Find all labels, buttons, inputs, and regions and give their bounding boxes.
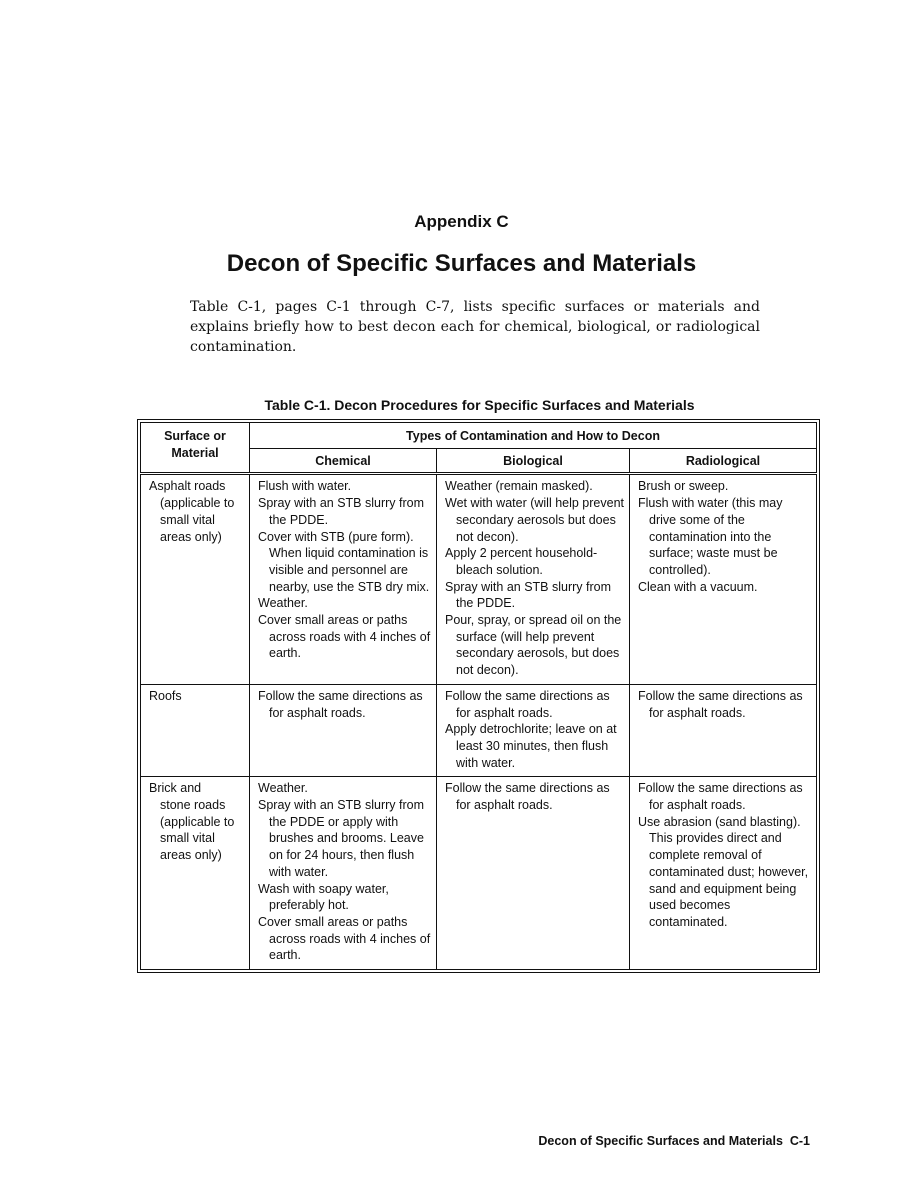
radiological-procedure: Use abrasion (sand blasting). This provides direct and complete removal of contaminated dust; however, sand and equipment being used becomes contaminated. xyxy=(638,814,809,929)
cell-radiological xyxy=(630,474,817,684)
decon-table-frame xyxy=(137,419,820,973)
biological-procedure: Spray with an STB slurry from the PDDE. xyxy=(445,579,612,611)
material-line: areas only) xyxy=(160,848,222,863)
chemical-procedure: Wash with soapy water, preferably hot. xyxy=(258,881,389,913)
material-line: Asphalt roads xyxy=(149,479,226,494)
chemical-procedure: Follow the same directions as for asphalt roads. xyxy=(258,688,423,720)
intro-paragraph: Table C-1, pages C-1 through C-7, lists specific surfaces or materials and explains briefly how to best decon each for chemical, biological, or radiological contamination. xyxy=(190,299,760,355)
decon-table xyxy=(140,422,817,970)
chemical-procedure: Weather. xyxy=(258,781,308,796)
biological-procedure: Wet with water (will help prevent secondary aerosols but does not decon). xyxy=(445,496,625,544)
material-line: small vital xyxy=(160,831,215,846)
material-line: (applicable to xyxy=(160,496,235,511)
biological-procedure: Pour, spray, or spread oil on the surface (will help prevent secondary aerosols, but does not decon). xyxy=(445,613,622,678)
radiological-procedure: Clean with a vacuum. xyxy=(638,579,758,594)
radiological-procedure: Follow the same directions as for asphalt roads. xyxy=(638,781,803,813)
table-row xyxy=(141,684,817,777)
cell-material xyxy=(141,777,250,970)
header-contamination-types: Types of Contamination and How to Decon xyxy=(250,423,817,449)
header-surface-material: Surface or Material xyxy=(141,423,250,474)
header-biological: Biological xyxy=(437,448,630,474)
material-line: stone roads xyxy=(160,798,226,813)
table-row xyxy=(141,474,817,684)
cell-chemical xyxy=(250,777,437,970)
biological-procedure: Apply 2 percent household-bleach solution. xyxy=(445,546,598,577)
chemical-procedure: Spray with an STB slurry from the PDDE. xyxy=(258,496,425,527)
chemical-procedure: Spray with an STB slurry from the PDDE or apply with brushes and brooms. Leave on for 24 hours, then flush with water. xyxy=(258,798,425,879)
chemical-procedure: Weather. xyxy=(258,596,308,611)
appendix-label: Appendix C xyxy=(414,212,509,231)
radiological-procedure: Brush or sweep. xyxy=(638,479,729,494)
biological-procedure: Apply detrochlorite; leave on at least 30 minutes, then flush with water. xyxy=(445,722,617,770)
radiological-procedure: Flush with water (this may drive some of the contamination into the surface; waste must be controlled). xyxy=(638,496,783,577)
cell-biological xyxy=(437,684,630,777)
chemical-procedure: Cover with STB (pure form). When liquid contamination is visible and personnel are nearby, use the STB dry mix. xyxy=(258,529,430,594)
cell-radiological xyxy=(630,777,817,970)
cell-radiological xyxy=(630,684,817,777)
radiological-procedure: Follow the same directions as for asphalt roads. xyxy=(638,688,803,720)
page-footer: Decon of Specific Surfaces and Materials C-1 xyxy=(538,1134,810,1148)
material-line: small vital xyxy=(160,512,215,527)
material-line: areas only) xyxy=(160,529,222,544)
cell-biological xyxy=(437,474,630,684)
biological-procedure: Follow the same directions as for asphalt roads. xyxy=(445,781,610,813)
page-title: Decon of Specific Surfaces and Materials xyxy=(226,250,697,277)
table-body xyxy=(141,474,817,970)
biological-procedure: Follow the same directions as for asphalt roads. xyxy=(445,688,610,720)
table-row xyxy=(141,777,817,970)
cell-chemical xyxy=(250,684,437,777)
table-caption: Table C-1. Decon Procedures for Specific Surfaces and Materials xyxy=(264,397,695,413)
material-line: Brick and xyxy=(149,781,202,796)
material-line: (applicable to xyxy=(160,814,235,829)
cell-material xyxy=(141,684,250,777)
header-radiological: Radiological xyxy=(630,448,817,474)
chemical-procedure: Cover small areas or paths across roads with 4 inches of earth. xyxy=(258,613,431,661)
header-chemical: Chemical xyxy=(250,448,437,474)
chemical-procedure: Cover small areas or paths across roads with 4 inches of earth. xyxy=(258,914,431,963)
biological-procedure: Weather (remain masked). xyxy=(445,479,593,494)
cell-chemical xyxy=(250,474,437,684)
cell-biological xyxy=(437,777,630,970)
cell-material xyxy=(141,474,250,684)
material-line: Roofs xyxy=(149,688,182,703)
chemical-procedure: Flush with water. xyxy=(258,479,352,494)
